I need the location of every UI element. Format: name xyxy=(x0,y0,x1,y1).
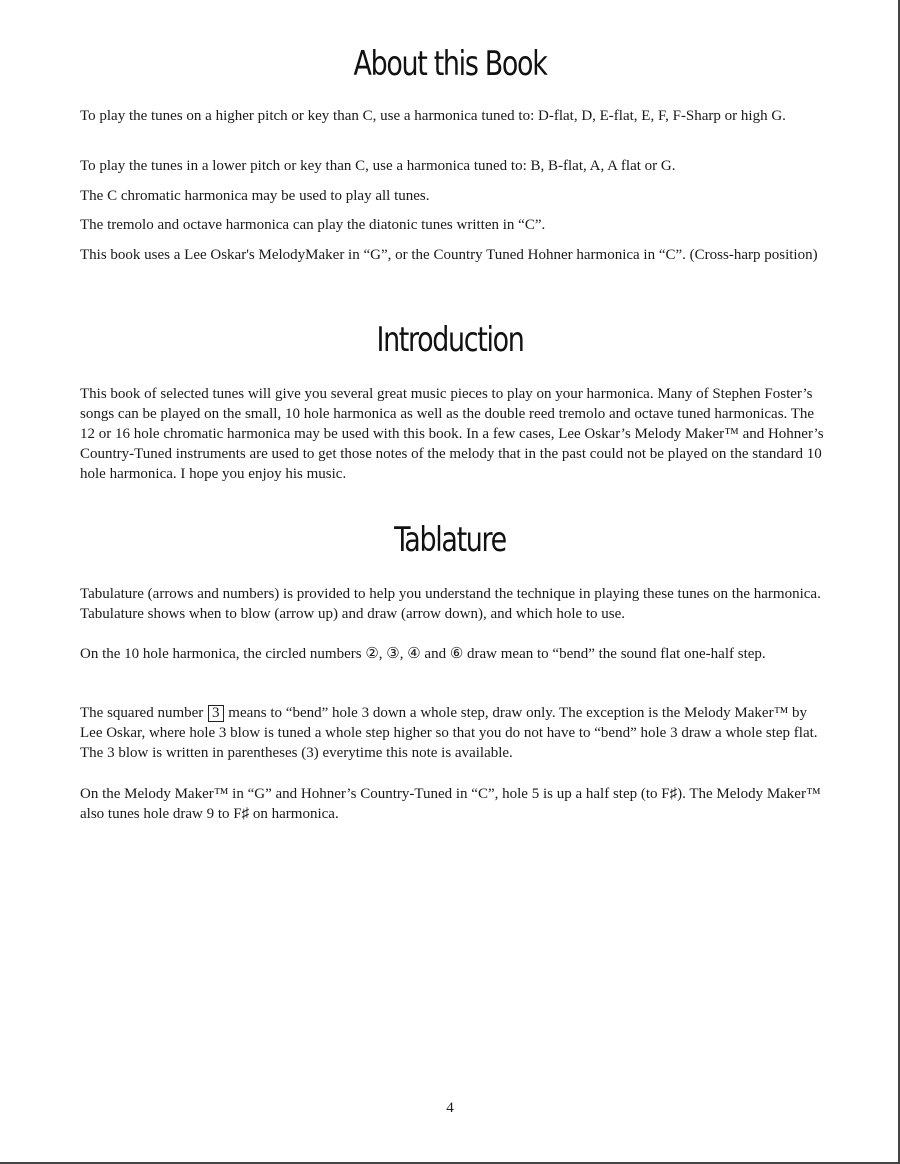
tablature-paragraph-4: On the Melody Maker™ in “G” and Hohner’s Country-Tuned in “C”, hole 5 is up a half step (to F♯). The Melody Maker™ also tunes hole draw 9 to F♯ on harmonica. xyxy=(80,786,821,822)
about-paragraph-3: The C chromatic harmonica may be used to play all tunes. xyxy=(80,188,430,204)
tablature-paragraph-1: Tabulature (arrows and numbers) is provided to help you understand the technique in playing these tunes on the harmonica. Tabulature shows when to blow (arrow up) and draw (arrow down), and which hole to use. xyxy=(80,586,821,622)
about-paragraph-1: To play the tunes on a higher pitch or key than C, use a harmonica tuned to: D-flat, D, E-flat, E, F, F-Sharp or high G. xyxy=(80,108,786,124)
tablature-paragraph-2: On the 10 hole harmonica, the circled numbers ②, ③, ④ and ⑥ draw mean to “bend” the sound flat one-half step. xyxy=(80,646,766,662)
squared-number-box: 3 xyxy=(208,705,224,722)
tablature-paragraph-3 xyxy=(80,703,825,763)
about-paragraph-4: The tremolo and octave harmonica can play the diatonic tunes written in “C”. xyxy=(80,217,546,233)
tablature-heading: Tablature xyxy=(394,520,506,560)
squared-number-intro: The squared number xyxy=(80,705,204,721)
about-heading: About this Book xyxy=(353,44,547,84)
introduction-paragraph: This book of selected tunes will give you several great music pieces to play on your harmonica. Many of Stephen Foster’s songs can be played on the small, 10 hole harmonica as well as the double reed tremolo and octave tuned harmonicas. The 12 or 16 hole chromatic harmonica may be used with this book. In a few cases, Lee Oskar’s Melody Maker™ and Hohner’s Country-Tuned instruments are used to get those notes of the melody that in the past could not be played on the standard 10 hole harmonica. I hope you enjoy his music. xyxy=(80,386,824,482)
page-number: 4 xyxy=(446,1100,454,1116)
introduction-heading: Introduction xyxy=(376,320,524,360)
squared-number-explanation: means to “bend” hole 3 down a whole step, draw only. The exception is the Melody Maker™ by Lee Oskar, where hole 3 blow is tuned a whole step higher so that you do not have to “bend” hole 3 draw a whole step flat. The 3 blow is written in parentheses (3) everytime this note is available. xyxy=(80,705,818,761)
about-paragraph-2: To play the tunes in a lower pitch or key than C, use a harmonica tuned to: B, B-flat, A, A flat or G. xyxy=(80,158,676,174)
about-paragraph-5: This book uses a Lee Oskar's MelodyMaker in “G”, or the Country Tuned Hohner harmonica in “C”. (Cross-harp position) xyxy=(80,247,818,263)
